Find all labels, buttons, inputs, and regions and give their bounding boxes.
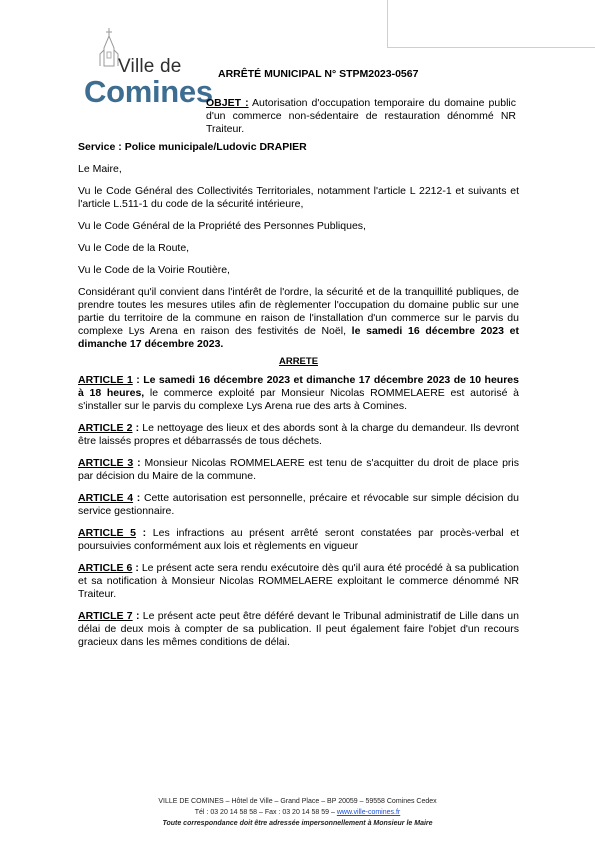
article-label: ARTICLE 4 — [78, 492, 134, 504]
footer-phone-fax: Tél : 03 20 14 58 58 – Fax : 03 20 14 58 59 – — [194, 809, 337, 816]
decree-body — [78, 141, 519, 658]
stamp-box — [387, 0, 595, 48]
article-text: Cette autorisation est personnelle, précaire et révocable sur simple décision du service gestionnaire. — [78, 492, 519, 517]
website-link[interactable]: www.ville-comines.fr — [336, 809, 401, 816]
article-label: ARTICLE 6 — [78, 562, 133, 574]
article-2: ARTICLE 2 : Le nettoyage des lieux et des abords sont à la charge du demandeur. Ils devront être laissés propres et débarrassés de tous déchets. — [78, 422, 519, 447]
article-label: ARTICLE 7 — [78, 610, 133, 622]
article-4: ARTICLE 4 : Cette autorisation est personnelle, précaire et révocable sur simple décision du service gestionnaire. — [78, 492, 519, 517]
article-label: ARTICLE 3 — [78, 457, 134, 469]
arrete-heading: ARRETE — [278, 356, 319, 367]
vu-voirie: Vu le Code de la Voirie Routière, — [78, 264, 230, 276]
article-6: ARTICLE 6 : Le présent acte sera rendu exécutoire dès qu'il aura été procédé à sa publication et sa notification à Monsieur Nicolas ROMMELAERE exploitant le commerce dénommé NR Traiteur. — [78, 562, 519, 600]
vu-cgct: Vu le Code Général des Collectivités Territoriales, notamment l'article L 2212-1 et suivants et l'article L.511-1 du code de la sécurité intérieure, — [78, 185, 519, 210]
logo-ville: Ville de — [118, 56, 182, 77]
vu-code-route: Vu le Code de la Route, — [78, 242, 190, 254]
footer-address: VILLE DE COMINES – Hôtel de Ville – Grand Place – BP 20059 – 59558 Comines Cedex — [158, 798, 437, 805]
article-text: Le présent acte sera rendu exécutoire dès qu'il aura été procédé à sa publication et sa notification à Monsieur Nicolas ROMMELAERE exploitant le commerce dénommé NR Traiteur. — [78, 562, 519, 600]
objet-block — [206, 97, 516, 136]
article-5: ARTICLE 5 : Les infractions au présent arrêté seront constatées par procès-verbal et poursuivies conformément aux lois et règlements en vigueur — [78, 527, 519, 552]
considerant-dates: le samedi 16 décembre 2023 et dimanche 17 décembre 2023. — [78, 325, 519, 350]
page-footer — [0, 796, 595, 829]
considerant-text: Considérant qu'il convient dans l'intérêt de l'ordre, la sécurité et de la tranquillité publiques, de prendre toutes les mesures utiles afin de règlementer l'occupation du domaine public sur une partie du territoire de la commune en raison de l'installation d'un commerce sur le parvis du complexe Lys Arena en raison des festivités de Noël, — [78, 286, 519, 337]
article-7: ARTICLE 7 : Le présent acte peut être déféré devant le Tribunal administratif de Lille dans un délai de deux mois à compter de sa publication. Il peut également faire l'objet d'un recours gracieux dans les mêmes conditions de délai. — [78, 610, 519, 648]
article-text: Les infractions au présent arrêté seront constatées par procès-verbal et poursuivies conformément aux lois et règlements en vigueur — [78, 527, 519, 552]
article-label: ARTICLE 5 — [78, 527, 136, 539]
vu-cgppp: Vu le Code Général de la Propriété des Personnes Publiques, — [78, 220, 366, 232]
decree-title: ARRÊTÉ MUNICIPAL N° STPM2023-0567 — [218, 68, 419, 80]
service-line: Service : Police municipale/Ludovic DRAPIER — [78, 141, 307, 153]
objet-label: OBJET : — [206, 97, 249, 109]
article-label: ARTICLE 1 — [78, 374, 133, 386]
article-text: le commerce exploité par Monsieur Nicolas ROMMELAERE est autorisé à s'installer sur le parvis du complexe Lys Arena rue des arts à Comines. — [78, 387, 519, 412]
article-3: ARTICLE 3 : Monsieur Nicolas ROMMELAERE est tenu de s'acquitter du droit de place pris par décision du Maire de la commune. — [78, 457, 519, 482]
footer-note: Toute correspondance doit être adressée impersonnellement à Monsieur le Maire — [162, 820, 433, 827]
city-logo — [84, 26, 213, 109]
article-label: ARTICLE 2 — [78, 422, 133, 434]
article-bold: Le samedi 16 décembre 2023 et dimanche 17 décembre 2023 de 10 heures à 18 heures, — [78, 374, 519, 399]
footer-contact — [0, 807, 595, 818]
maire-line: Le Maire, — [78, 163, 122, 175]
logo-comines: Comines — [84, 74, 213, 109]
article-text: Le présent acte peut être déféré devant le Tribunal administratif de Lille dans un délai de deux mois à compter de sa publication. Il peut également faire l'objet d'un recours gracieux dans les mêmes conditions de délai. — [78, 610, 519, 648]
article-text: Monsieur Nicolas ROMMELAERE est tenu de s'acquitter du droit de place pris par décision du Maire de la commune. — [78, 457, 519, 482]
article-1: ARTICLE 1 : Le samedi 16 décembre 2023 et dimanche 17 décembre 2023 de 10 heures à 18 heures, le commerce exploité par Monsieur Nicolas ROMMELAERE est autorisé à s'installer sur le parvis du complexe Lys Arena rue des arts à Comines. — [78, 374, 519, 412]
article-text: Le nettoyage des lieux et des abords sont à la charge du demandeur. Ils devront être laissés propres et débarrassés de tous déchets. — [78, 422, 519, 447]
considerant — [78, 286, 519, 351]
objet-text: Autorisation d'occupation temporaire du domaine public d'un commerce non-sédentaire de restauration dénommé NR Traiteur. — [206, 97, 516, 135]
